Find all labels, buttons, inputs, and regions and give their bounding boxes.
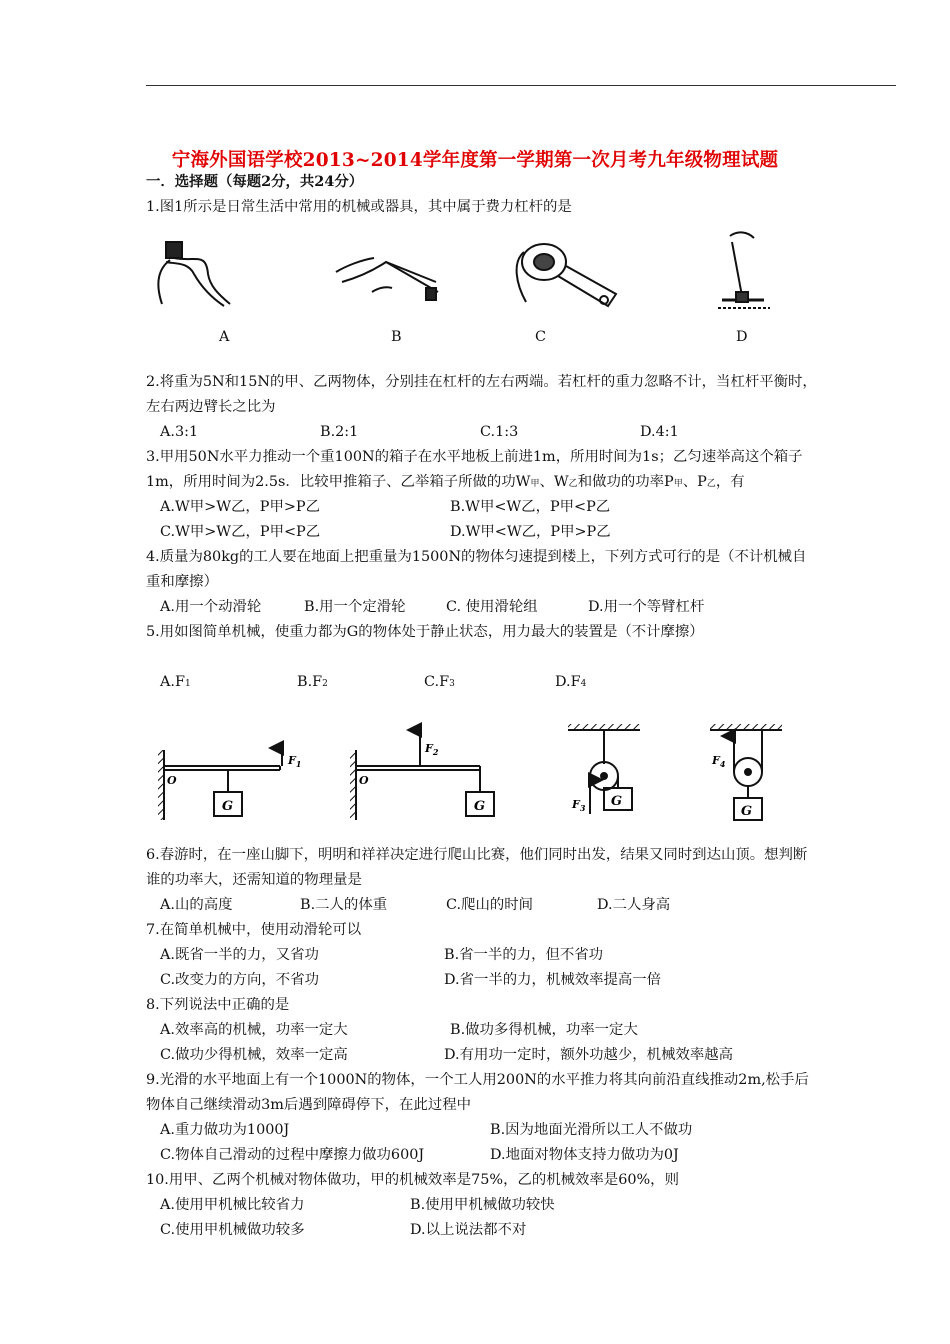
fig-b-pivot: O	[359, 774, 369, 787]
question-4-stem-line1: 4.质量为80kg的工人要在地面上把重量为1500N的物体匀速提到楼上，下列方式可行的是（不计机械自	[146, 549, 807, 565]
fig-b-force: $F_2$	[425, 742, 439, 757]
q6-option-c: C.爬山的时间	[446, 897, 534, 913]
q7-option-a: A.既省一半的力，又省功	[160, 947, 319, 963]
question-1-stem: 1.图1所示是日常生活中常用的机械或器具，其中属于费力杠杆的是	[146, 199, 572, 215]
fig-a-force: $F_1$	[288, 754, 302, 769]
q3-option-b: B.W甲<W乙，P甲<P乙	[450, 499, 611, 515]
q9-option-b: B.因为地面光滑所以工人不做功	[490, 1122, 693, 1138]
fig-c-weight: G	[611, 794, 623, 809]
question-8-stem: 8.下列说法中正确的是	[146, 997, 290, 1013]
q1-label-c: C	[535, 329, 547, 345]
q1-figure	[146, 222, 786, 322]
q3-option-c: C.W甲>W乙，P甲<P乙	[160, 524, 321, 540]
q4-option-b: B.用一个定滑轮	[304, 599, 406, 615]
q6-option-d: D.二人身高	[597, 897, 671, 913]
fig-b-weight: G	[474, 799, 486, 814]
hand-pump-illustration	[718, 232, 770, 308]
lever-diagram-b	[350, 730, 494, 820]
q9-option-a: A.重力做功为1000J	[160, 1122, 290, 1138]
question-10-stem: 10.用甲、乙两个机械对物体做功，甲的机械效率是75%，乙的机械效率是60%，则	[146, 1172, 679, 1188]
q1-label-a: A	[219, 329, 230, 345]
q7-option-c: C.改变力的方向，不省功	[160, 972, 319, 988]
q5-option-a: A.F1	[160, 674, 191, 690]
nutcracker-illustration	[158, 242, 230, 306]
q5-option-d: D.F4	[555, 674, 587, 690]
fig-a-pivot: O	[167, 774, 177, 787]
q8-option-c: C.做功少得机械，效率一定高	[160, 1047, 348, 1063]
q8-option-a: A.效率高的机械，功率一定大	[160, 1022, 348, 1038]
q10-option-d: D.以上说法都不对	[410, 1222, 527, 1238]
question-3-stem-line2: 1m，所用时间为2.5s．比较甲推箱子、乙举箱子所做的功W甲、W乙和做功的功率P甲、P乙，有	[146, 474, 745, 490]
fig-a-weight: G	[222, 799, 234, 814]
question-2-stem-line1: 2.将重为5N和15N的甲、乙两物体，分别挂在杠杆的左右两端。若杠杆的重力忽略不计，当杠杆平衡时，	[146, 374, 817, 390]
header-rule	[146, 85, 896, 86]
q7-option-d: D.省一半的力，机械效率提高一倍	[444, 972, 662, 988]
q2-option-d: D.4:1	[640, 424, 679, 440]
q10-option-a: A.使用甲机械比较省力	[160, 1197, 305, 1213]
q1-label-d: D	[736, 329, 748, 345]
q3-option-d: D.W甲<W乙，P甲>P乙	[450, 524, 611, 540]
question-6-stem-line2: 谁的功率大，还需知道的物理量是	[146, 872, 362, 888]
question-6-stem-line1: 6.春游时，在一座山脚下，明明和祥祥决定进行爬山比赛，他们同时出发，结果又同时到达山顶。想判断	[146, 847, 808, 863]
q7-option-b: B.省一半的力，但不省功	[444, 947, 604, 963]
question-2-stem-line2: 左右两边臂长之比为	[146, 399, 276, 415]
q6-option-b: B.二人的体重	[300, 897, 388, 913]
q8-option-d: D.有用功一定时，额外功越少，机械效率越高	[444, 1047, 734, 1063]
q4-option-c: C. 使用滑轮组	[446, 599, 538, 615]
question-7-stem: 7.在简单机械中，使用动滑轮可以	[146, 922, 362, 938]
question-5-stem: 5.用如图简单机械，使重力都为G的物体处于静止状态，用力最大的装置是（不计摩擦）	[146, 624, 704, 640]
page-title: 宁海外国语学校2013~2014学年度第一学期第一次月考九年级物理试题	[171, 150, 779, 171]
q10-option-b: B.使用甲机械做功较快	[410, 1197, 555, 1213]
q4-option-a: A.用一个动滑轮	[160, 599, 262, 615]
fig-d-weight: G	[741, 804, 753, 819]
tweezers-illustration	[336, 258, 438, 300]
section-heading: 一．选择题（每题2分，共24分）	[146, 173, 364, 190]
q2-option-a: A.3:1	[160, 424, 199, 440]
question-9-stem-line2: 物体自己继续滑动3m后遇到障碍停下，在此过程中	[146, 1097, 472, 1113]
q8-option-b: B.做功多得机械，功率一定大	[450, 1022, 638, 1038]
q1-label-b: B	[391, 329, 402, 345]
fig-d-force: $F_4$	[712, 754, 726, 769]
q10-option-c: C.使用甲机械做功较多	[160, 1222, 305, 1238]
q4-option-d: D.用一个等臂杠杆	[588, 599, 705, 615]
lever-diagram-a	[158, 748, 282, 820]
q2-option-b: B.2:1	[320, 424, 359, 440]
q5-option-c: C.F3	[424, 674, 455, 690]
q9-option-d: D.地面对物体支持力做功为0J	[490, 1147, 679, 1163]
q6-option-a: A.山的高度	[160, 897, 233, 913]
q9-option-c: C.物体自己滑动的过程中摩擦力做功600J	[160, 1147, 425, 1163]
question-3-stem-line1: 3.甲用50N水平力推动一个重100N的箱子在水平地板上前进1m，所用时间为1s；乙匀速举高这个箱子	[146, 449, 803, 465]
q5-figure	[150, 720, 790, 830]
question-9-stem-line1: 9.光滑的水平地面上有一个1000N的物体，一个工人用200N的水平推力将其向前沿直线推动2m,松手后	[146, 1072, 809, 1088]
question-4-stem-line2: 重和摩擦）	[146, 574, 218, 590]
fig-c-force: $F_3$	[572, 798, 586, 813]
q5-option-b: B.F2	[297, 674, 328, 690]
q2-option-c: C.1:3	[480, 424, 519, 440]
bottle-opener-illustration	[517, 244, 616, 306]
q3-option-a: A.W甲>W乙，P甲>P乙	[160, 499, 320, 515]
